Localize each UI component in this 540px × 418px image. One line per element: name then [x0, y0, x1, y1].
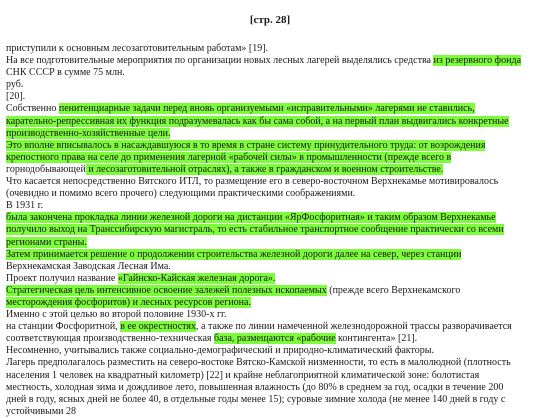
text-line — [6, 116, 534, 128]
page-number-header: [стр. 28] — [249, 14, 291, 26]
text-line — [6, 128, 534, 140]
text-line — [6, 200, 534, 212]
text-segment: Несомненно, учитывались также социально-демографический и природно-климатический факторы. — [6, 345, 434, 357]
text-line — [6, 55, 534, 67]
text-segment: [20]. — [6, 91, 26, 103]
text-line — [6, 357, 534, 369]
highlighted-text: из резервного фонда — [433, 55, 522, 67]
text-segment: На все подготовительные мероприятия по организации новых лесных лагерей выделялись средства — [6, 55, 434, 67]
text-line — [6, 152, 534, 164]
text-line — [6, 321, 534, 333]
text-segment: дней в году, ясных дней не более 40, в отдельные годы менее 15); суровые зимние холода (не менее 140 дней в году с — [6, 393, 506, 405]
highlighted-text: месторождения фосфоритов) и лесных ресурсов региона. — [6, 296, 251, 308]
text-line — [6, 382, 534, 394]
text-segment: контингента» [21]. — [335, 333, 418, 345]
text-line — [6, 309, 534, 321]
text-line — [6, 91, 534, 103]
highlighted-text: получило выход на Транссибирскую магистраль, то есть стабильное транспортное сообщение практически со всеми — [6, 224, 504, 236]
highlighted-text: Затем принимается решение о продолжении строительства железной дороги далее на север, через станции — [6, 248, 462, 260]
text-segment: населения 1 человек на квадратный километр) [22] и крайне неблагоприятной климатической зоне: болотистая — [6, 369, 480, 381]
highlighted-text: база, размещаются «рабочие — [214, 333, 336, 345]
document-body — [6, 43, 534, 418]
text-line — [6, 79, 534, 91]
highlighted-text: регионами страны. — [6, 236, 87, 248]
highlighted-text: «Гайнско-Кайская железная дорога». — [117, 272, 276, 284]
text-line — [6, 140, 534, 152]
text-segment: В 1931 г. — [6, 200, 44, 212]
text-line — [6, 273, 534, 285]
text-segment: Что касается непосредственно Вятского ИТЛ, то размещение его в северо-восточном Верхнекамье мотивировалось — [6, 176, 499, 188]
text-segment: руб. — [6, 79, 24, 91]
text-segment: СНК СССР в сумме 75 млн. — [6, 67, 125, 79]
text-segment: Верхнекамская Заводская Лесная Има. — [6, 260, 171, 272]
text-line — [6, 164, 534, 176]
text-segment: (прежде всего Верхнекамского — [326, 284, 461, 296]
highlighted-text: в ее окрестностях — [120, 321, 197, 333]
highlighted-text: Это вполне вписывалось в насаждавшуюся в то время в стране систему принудительного труда: от возрождения — [6, 139, 486, 151]
text-line — [6, 237, 534, 249]
text-segment: Лагерь предполагалось разместить на северо-востоке Вятско-Камской низменности, то есть в малолюдной (плотность — [6, 357, 511, 369]
text-line — [6, 224, 534, 236]
highlighted-text: производственно-хозяйственные цели. — [6, 127, 171, 139]
highlighted-text: карательно-репрессивная их функция подразумевалась как бы сама собой, а на первый план выдвигались конкретные — [6, 115, 509, 127]
highlighted-text: была закончена прокладка линии железной дороги на дистанции «ЯрФосфоритная» и таким образом — [6, 212, 441, 224]
text-line — [6, 176, 534, 188]
text-segment: , а также по линии намеченной железнодорожной трассы разворачивается — [196, 321, 512, 333]
text-line — [6, 345, 534, 357]
text-segment: соответствующая производственно-техническая — [6, 333, 214, 345]
text-segment: приступили к основным лесозаготовительным работам» [19]. — [6, 43, 269, 54]
text-line — [6, 212, 534, 224]
highlighted-text: и лесозаготовительной отраслях), а также в гражданском и военном строительстве. — [85, 163, 444, 175]
text-line — [6, 43, 534, 55]
text-line — [6, 285, 534, 297]
text-segment: на станции Фосфоритной, — [6, 321, 121, 333]
text-segment: местность, холодная зима и дождливое лето, повышенная влажность (до 80% в среднем за год, осадки в течение 200 — [6, 381, 504, 393]
text-line — [6, 333, 534, 345]
text-line — [6, 261, 534, 273]
text-line — [6, 297, 534, 309]
text-segment: Проект получил название — [6, 272, 118, 284]
text-line — [6, 249, 534, 261]
text-segment: Именно с этой целью во второй половине 1930-х гг. — [6, 309, 227, 321]
text-segment: устойчивыми 28 — [6, 405, 77, 417]
highlighted-text: крепостного права на селе до применения лагерной «рабочей силы» в промышленности (прежде всего в — [6, 151, 452, 163]
text-segment: (очевидно и помимо всего прочего) следующими практическими соображениями. — [6, 188, 356, 200]
highlighted-text: Стратегическая цель интенсивное освоение залежей полезных ископаемых — [6, 284, 327, 296]
text-line — [6, 103, 534, 115]
text-segment: Собственно — [6, 103, 59, 115]
text-line — [6, 67, 534, 79]
text-line — [6, 188, 534, 200]
highlighted-text: Верхнекамье — [440, 212, 496, 224]
highlighted-text: пенитенциарные задачи перед вновь организуемыми «исправительными» лагерями не ставились, — [58, 103, 475, 115]
text-line — [6, 394, 534, 406]
text-line — [6, 370, 534, 382]
text-segment: горнодобывающей — [6, 163, 86, 175]
